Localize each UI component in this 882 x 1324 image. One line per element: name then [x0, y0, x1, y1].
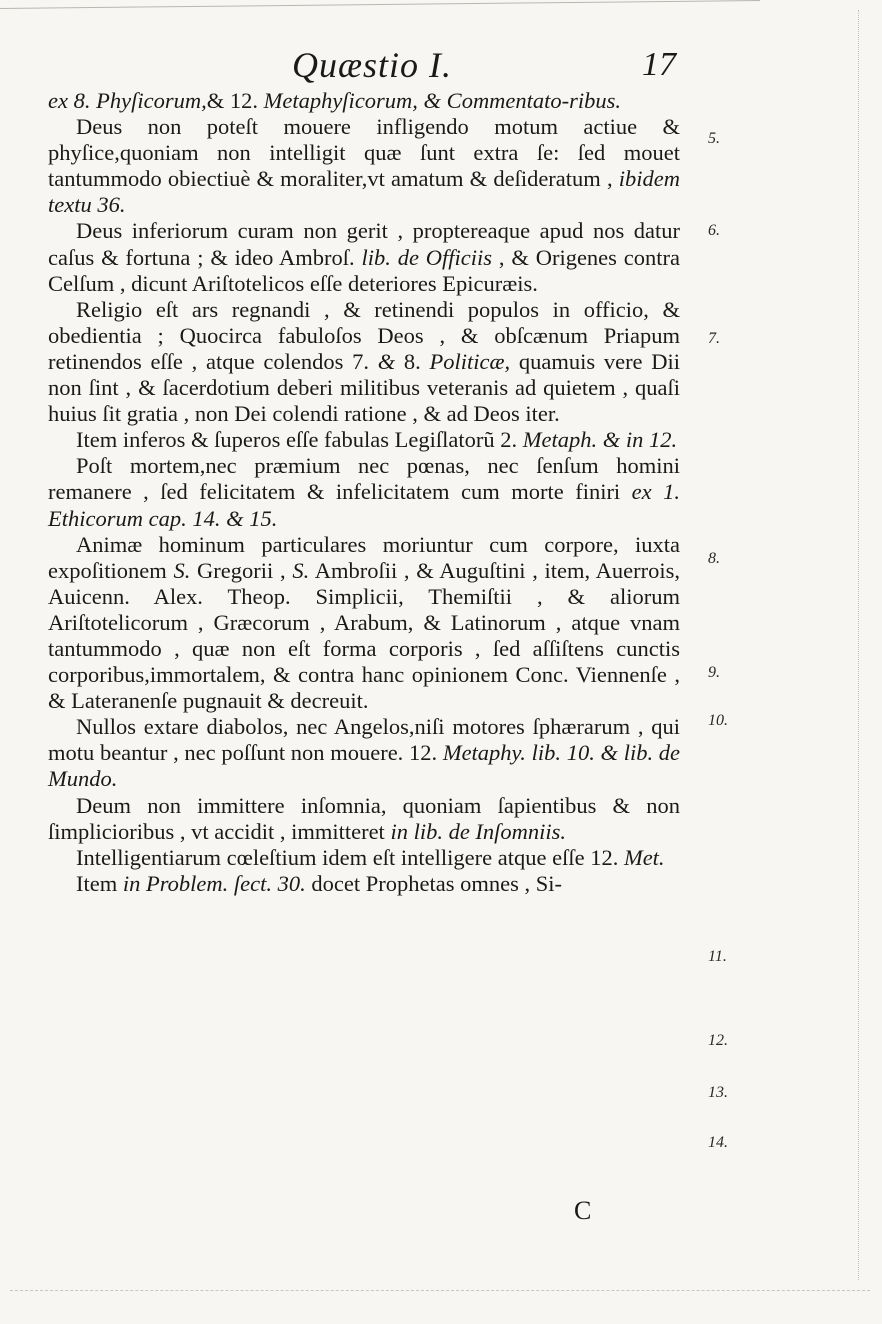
italic-text-run: Metaphyſicorum, & Commentato-ribus. — [263, 88, 622, 113]
paragraph — [48, 297, 680, 427]
text-run: Nullos extare diabolos, nec Angelos,niſi motores ſphærarum , qui motu beantur , nec poſſunt non mouere. 12. — [48, 714, 680, 766]
page-bottom-edge — [10, 1290, 870, 1291]
paragraph — [48, 714, 680, 792]
text-run: Item — [76, 870, 123, 896]
text-run: Animæ hominum particulares moriuntur cum corpore, iuxta expoſitionem — [48, 531, 680, 583]
text-run: Deum non immittere inſomnia, quoniam ſapientibus & non ſimplicioribus , vt accidit , immitteret — [48, 792, 680, 844]
paragraph — [48, 114, 680, 218]
paragraph — [48, 532, 680, 715]
catchword: C — [574, 1196, 592, 1225]
running-title: Quæstio I. — [292, 45, 453, 85]
italic-text-run: lib. de Officiis — [361, 244, 493, 270]
text-run: quamuis vere Dii non ſint , & ſacerdotium deberi militibus veteranis ad quietem , quaſi huius ſit gratia , non Dei colendi ratione , & ad Deos iter. — [48, 348, 681, 427]
text-run: Intelligentiarum cœleſtium idem eſt intelligere atque eſſe 12. — [76, 844, 624, 870]
paragraph — [48, 453, 680, 531]
italic-text-run: Politicæ, — [429, 348, 511, 374]
margin-number: 9. — [708, 664, 720, 681]
paragraph — [48, 871, 680, 897]
italic-text-run: S. — [292, 557, 310, 583]
margin-number: 8. — [708, 550, 720, 567]
text-run: docet Prophetas omnes , Si- — [305, 870, 562, 896]
margin-number: 11. — [708, 948, 727, 965]
page-number: 17 — [642, 46, 676, 83]
margin-number: 6. — [708, 222, 720, 239]
text-run: Deus inferiorum curam non gerit , proptereaque apud nos datur caſus & fortuna ; & ideo Ambroſ. — [48, 218, 680, 270]
text-run: , & Origenes contra Celſum , dicunt Ariſtotelicos eſſe deteriores Epicuræis. — [48, 244, 680, 296]
italic-text-run: Metaph. & in 12. — [522, 427, 678, 453]
margin-number: 13. — [708, 1084, 728, 1101]
margin-number: 10. — [708, 712, 728, 729]
margin-number: 7. — [708, 330, 720, 347]
italic-text-run: ibidem textu 36. — [48, 166, 680, 218]
margin-number: 14. — [708, 1134, 728, 1151]
text-run: Poſt mortem,nec præmium nec pœnas, nec ſenſum homini remanere , ſed felicitatem & infelicitatem cum morte finiri — [48, 453, 680, 505]
paragraph — [48, 88, 680, 114]
margin-number: 12. — [708, 1032, 728, 1049]
paragraph — [48, 427, 680, 453]
text-run: 8. — [395, 348, 430, 374]
italic-text-run: in lib. de Inſomniis. — [390, 818, 567, 844]
text-run: Ambroſii , & Auguſtini , item, Auerrois, Auicenn. Alex. Theop. Simplicii, Themiſtii , & aliorum Ariſtotelicorum , Græcorum , Arabum, & Latinorum , atque vnam tantummodo , quæ non eſt forma corporis , ſed aſſiſtens cunctis corporibus,immortalem, & contra hanc opinionem Conc. Viennenſe , & Lateranenſe pugnauit & decreuit. — [48, 557, 680, 714]
italic-text-run: S. — [173, 557, 191, 583]
italic-text-run: & — [377, 348, 396, 374]
margin-number: 5. — [708, 130, 720, 147]
italic-text-run: in Problem. ſect. 30. — [122, 870, 306, 896]
paragraph — [48, 845, 680, 871]
paragraph — [48, 218, 680, 296]
italic-text-run: Metaphy. lib. 10. & lib. de Mundo. — [48, 740, 681, 792]
italic-text-run: ex 8. Phyſicorum, — [48, 88, 207, 113]
text-run: & 12. — [206, 88, 264, 113]
main-text — [48, 88, 680, 897]
italic-text-run: Met. — [623, 844, 665, 870]
page-right-edge — [858, 10, 859, 1280]
text-run: Religio eſt ars regnandi , & retinendi populos in officio, & obedientia ; Quocirca fabuloſos Deos , & obſcænum Priapum retinendos eſſe , atque colendos 7. — [48, 296, 680, 374]
italic-text-run: ex 1. Ethicorum cap. 14. & 15. — [48, 479, 680, 531]
page-header — [48, 42, 680, 92]
text-run: Gregorii , — [190, 557, 293, 583]
text-run: Deus non poteſt mouere infligendo motum actiue & phyſice,quoniam non intelligit quæ ſunt extra ſe: ſed mouet tantummodo obiectiuè & moraliter,vt amatum & deſideratum , — [48, 114, 680, 192]
text-run: Item inferos & ſuperos eſſe fabulas Legiſlatorũ 2. — [76, 427, 523, 453]
page-top-edge — [0, 0, 760, 9]
paragraph — [48, 793, 680, 845]
